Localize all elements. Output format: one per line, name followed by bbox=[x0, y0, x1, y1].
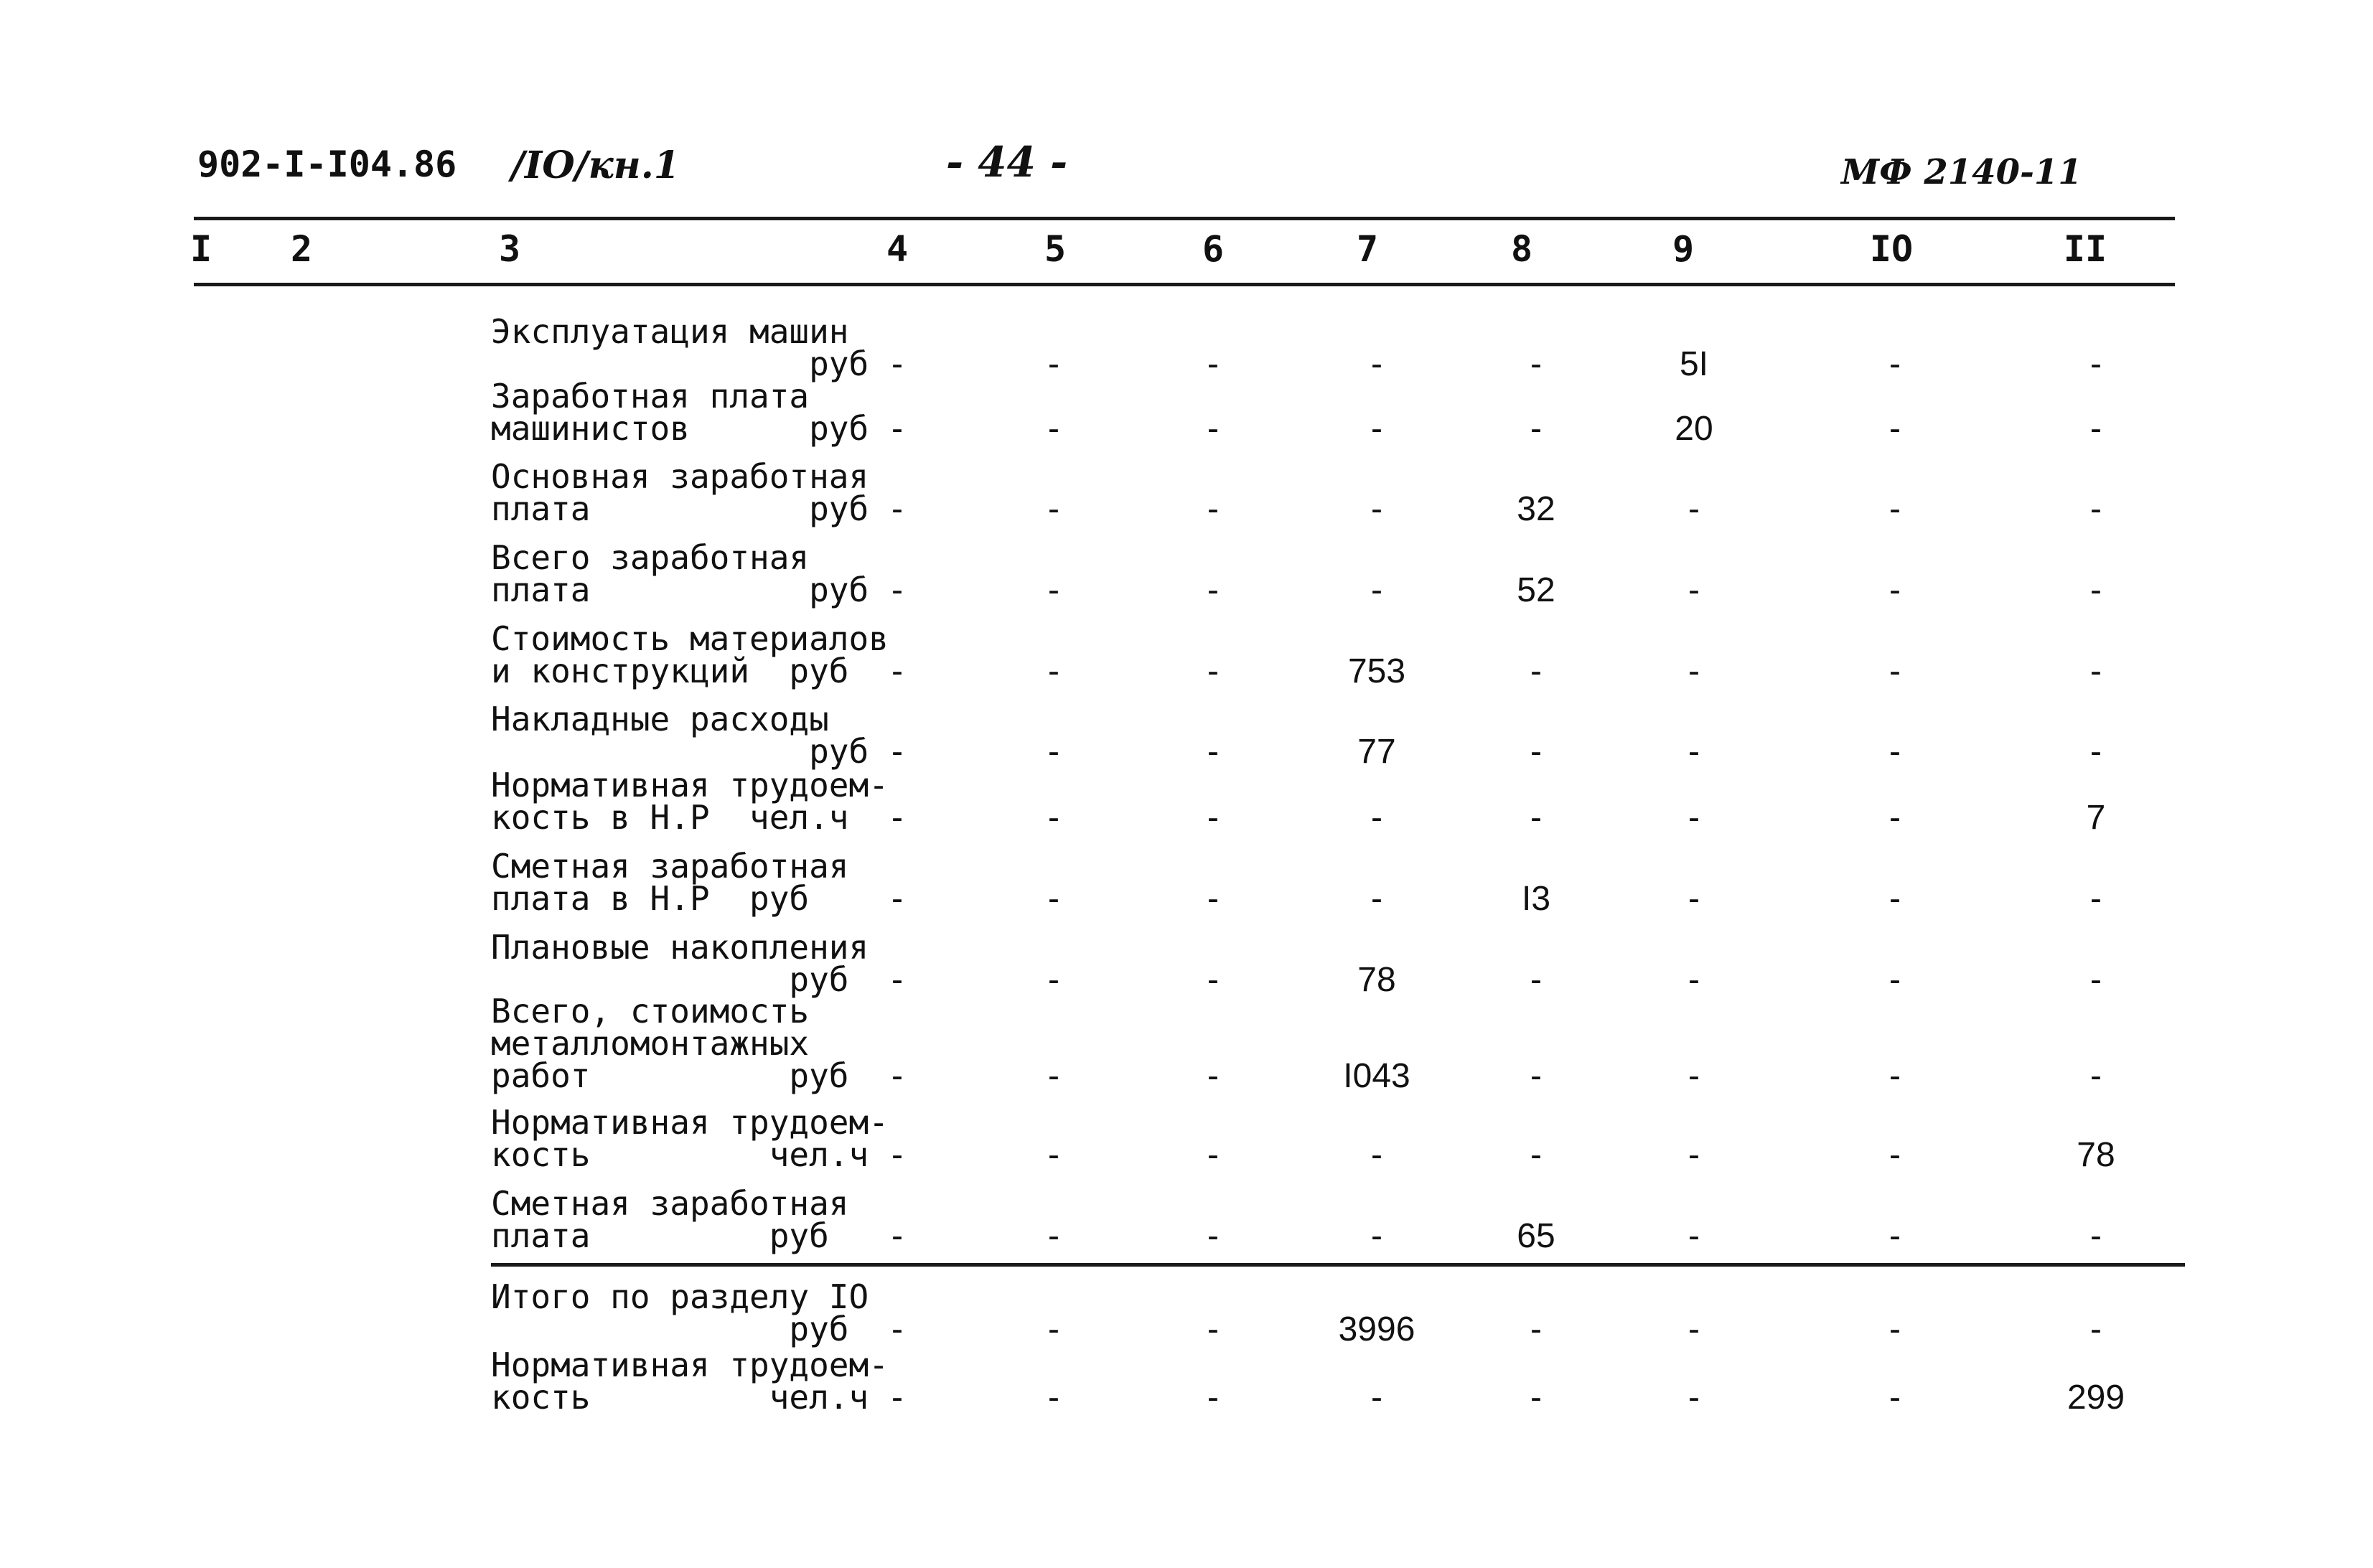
row-value-col-6: - bbox=[1207, 1136, 1219, 1174]
book-number: /IO/кн.1 bbox=[511, 144, 680, 187]
row-value-col-5: - bbox=[1048, 345, 1059, 383]
column-number: 4 bbox=[886, 228, 909, 270]
row-value-col-9: - bbox=[1688, 733, 1700, 771]
column-header-rule bbox=[194, 283, 2175, 286]
row-value-col-11: - bbox=[2090, 410, 2102, 448]
row-value-col-6: - bbox=[1207, 571, 1219, 609]
row-value-col-10: - bbox=[1889, 490, 1901, 528]
column-number: 6 bbox=[1202, 228, 1225, 270]
row-value-col-9: - bbox=[1688, 880, 1700, 918]
row-value-col-9: - bbox=[1688, 799, 1700, 837]
column-number: II bbox=[2063, 228, 2107, 270]
row-value-col-8: 32 bbox=[1517, 490, 1555, 528]
row-value-col-4: - bbox=[891, 799, 903, 837]
row-value-col-10: - bbox=[1889, 880, 1901, 918]
row-label: Нормативная трудоем- кость чел.ч bbox=[491, 1103, 889, 1174]
row-value-col-6: - bbox=[1207, 490, 1219, 528]
row-value-col-4: - bbox=[891, 345, 903, 383]
row-label: Нормативная трудоем- кость чел.ч bbox=[491, 1346, 889, 1417]
row-value-col-9: - bbox=[1688, 1057, 1700, 1095]
row-value-col-10: - bbox=[1889, 1057, 1901, 1095]
row-value-col-5: - bbox=[1048, 410, 1059, 448]
row-label: Нормативная трудоем- кость в Н.Р чел.ч bbox=[491, 766, 889, 837]
row-value-col-7: - bbox=[1371, 410, 1382, 448]
row-label: Плановые накопления руб bbox=[491, 928, 869, 999]
row-value-col-11: - bbox=[2090, 345, 2102, 383]
row-value-col-8: - bbox=[1530, 1379, 1542, 1417]
row-value-col-6: - bbox=[1207, 410, 1219, 448]
row-value-col-10: - bbox=[1889, 733, 1901, 771]
page-number: - 44 - bbox=[946, 138, 1068, 187]
row-value-col-4: - bbox=[891, 571, 903, 609]
row-value-col-5: - bbox=[1048, 490, 1059, 528]
document-code: 902-I-I04.86 bbox=[197, 144, 457, 185]
row-value-col-7: - bbox=[1371, 345, 1382, 383]
row-value-col-9: - bbox=[1688, 571, 1700, 609]
row-value-col-4: - bbox=[891, 1217, 903, 1255]
row-value-col-9: - bbox=[1688, 652, 1700, 690]
row-value-col-6: - bbox=[1207, 1379, 1219, 1417]
column-number: 7 bbox=[1356, 228, 1379, 270]
row-value-col-6: - bbox=[1207, 1217, 1219, 1255]
row-value-col-4: - bbox=[891, 961, 903, 999]
row-label: Эксплуатация машин руб bbox=[491, 312, 869, 383]
row-value-col-7: I043 bbox=[1343, 1057, 1410, 1095]
row-value-col-4: - bbox=[891, 880, 903, 918]
row-value-col-5: - bbox=[1048, 1310, 1059, 1348]
row-value-col-4: - bbox=[891, 1379, 903, 1417]
row-value-col-10: - bbox=[1889, 799, 1901, 837]
row-value-col-5: - bbox=[1048, 961, 1059, 999]
row-value-col-8: 65 bbox=[1517, 1217, 1555, 1255]
row-value-col-7: 3996 bbox=[1338, 1310, 1415, 1348]
row-value-col-5: - bbox=[1048, 1379, 1059, 1417]
row-value-col-10: - bbox=[1889, 1136, 1901, 1174]
column-number: 5 bbox=[1044, 228, 1067, 270]
row-value-col-6: - bbox=[1207, 1310, 1219, 1348]
column-number: I bbox=[189, 228, 212, 270]
row-value-col-11: - bbox=[2090, 880, 2102, 918]
row-value-col-8: - bbox=[1530, 799, 1542, 837]
row-value-col-11: 299 bbox=[2067, 1379, 2125, 1417]
row-value-col-5: - bbox=[1048, 1217, 1059, 1255]
row-label: Накладные расходы руб bbox=[491, 700, 869, 771]
row-value-col-8: - bbox=[1530, 1057, 1542, 1095]
row-label: Всего заработная плата руб bbox=[491, 538, 869, 609]
row-value-col-11: - bbox=[2090, 1217, 2102, 1255]
row-value-col-8: - bbox=[1530, 345, 1542, 383]
row-value-col-10: - bbox=[1889, 961, 1901, 999]
row-value-col-11: - bbox=[2090, 733, 2102, 771]
row-value-col-4: - bbox=[891, 490, 903, 528]
row-value-col-8: - bbox=[1530, 652, 1542, 690]
row-value-col-10: - bbox=[1889, 410, 1901, 448]
column-number: 9 bbox=[1672, 228, 1695, 270]
row-value-col-8: - bbox=[1530, 1310, 1542, 1348]
row-value-col-8: - bbox=[1530, 961, 1542, 999]
row-value-col-5: - bbox=[1048, 1136, 1059, 1174]
row-value-col-7: 753 bbox=[1347, 652, 1406, 690]
column-number: 8 bbox=[1510, 228, 1533, 270]
row-value-col-10: - bbox=[1889, 1379, 1901, 1417]
row-value-col-11: 7 bbox=[2086, 799, 2106, 837]
row-label: Сметная заработная плата руб bbox=[491, 1184, 849, 1255]
row-value-col-5: - bbox=[1048, 571, 1059, 609]
row-label: Основная заработная плата руб bbox=[491, 457, 869, 528]
row-value-col-7: - bbox=[1371, 571, 1382, 609]
row-value-col-6: - bbox=[1207, 880, 1219, 918]
row-value-col-8: 52 bbox=[1517, 571, 1555, 609]
row-value-col-9: - bbox=[1688, 1310, 1700, 1348]
row-value-col-11: - bbox=[2090, 1310, 2102, 1348]
row-value-col-9: - bbox=[1688, 1379, 1700, 1417]
row-value-col-7: - bbox=[1371, 1379, 1382, 1417]
row-label: Всего, стоимость металломонтажных работ руб bbox=[491, 992, 849, 1095]
row-value-col-5: - bbox=[1048, 799, 1059, 837]
row-value-col-4: - bbox=[891, 410, 903, 448]
row-value-col-6: - bbox=[1207, 345, 1219, 383]
column-number: IO bbox=[1869, 228, 1914, 270]
row-value-col-7: 77 bbox=[1357, 733, 1396, 771]
row-value-col-10: - bbox=[1889, 345, 1901, 383]
column-number: 2 bbox=[290, 228, 313, 270]
row-label: Заработная плата машинистов руб bbox=[491, 377, 869, 448]
row-value-col-9: 5I bbox=[1679, 345, 1709, 383]
row-value-col-8: I3 bbox=[1521, 880, 1551, 918]
row-value-col-4: - bbox=[891, 1136, 903, 1174]
row-label: Итого по разделу IO руб bbox=[491, 1277, 869, 1348]
row-value-col-4: - bbox=[891, 1310, 903, 1348]
row-label: Стоимость материалов и конструкций руб bbox=[491, 619, 889, 690]
row-value-col-7: 78 bbox=[1357, 961, 1396, 999]
column-number: 3 bbox=[499, 228, 521, 270]
row-value-col-10: - bbox=[1889, 652, 1901, 690]
row-value-col-11: - bbox=[2090, 571, 2102, 609]
row-value-col-9: - bbox=[1688, 1136, 1700, 1174]
top-rule bbox=[194, 217, 2175, 220]
row-value-col-7: - bbox=[1371, 1136, 1382, 1174]
row-value-col-6: - bbox=[1207, 652, 1219, 690]
row-value-col-6: - bbox=[1207, 1057, 1219, 1095]
row-value-col-9: - bbox=[1688, 1217, 1700, 1255]
row-value-col-5: - bbox=[1048, 733, 1059, 771]
row-value-col-11: - bbox=[2090, 1057, 2102, 1095]
row-value-col-10: - bbox=[1889, 1217, 1901, 1255]
row-value-col-7: - bbox=[1371, 490, 1382, 528]
row-value-col-7: - bbox=[1371, 880, 1382, 918]
row-value-col-4: - bbox=[891, 733, 903, 771]
row-value-col-11: - bbox=[2090, 490, 2102, 528]
row-value-col-5: - bbox=[1048, 1057, 1059, 1095]
row-value-col-9: - bbox=[1688, 961, 1700, 999]
totals-rule bbox=[491, 1263, 2185, 1267]
archive-number: МФ 2140-11 bbox=[1841, 152, 2082, 192]
row-value-col-9: 20 bbox=[1675, 410, 1713, 448]
row-label: Сметная заработная плата в Н.Р руб bbox=[491, 847, 849, 918]
row-value-col-6: - bbox=[1207, 733, 1219, 771]
row-value-col-6: - bbox=[1207, 799, 1219, 837]
row-value-col-11: - bbox=[2090, 652, 2102, 690]
row-value-col-9: - bbox=[1688, 490, 1700, 528]
row-value-col-8: - bbox=[1530, 1136, 1542, 1174]
row-value-col-7: - bbox=[1371, 1217, 1382, 1255]
row-value-col-10: - bbox=[1889, 1310, 1901, 1348]
row-value-col-4: - bbox=[891, 1057, 903, 1095]
row-value-col-5: - bbox=[1048, 652, 1059, 690]
row-value-col-4: - bbox=[891, 652, 903, 690]
row-value-col-7: - bbox=[1371, 799, 1382, 837]
row-value-col-8: - bbox=[1530, 733, 1542, 771]
row-value-col-8: - bbox=[1530, 410, 1542, 448]
row-value-col-10: - bbox=[1889, 571, 1901, 609]
row-value-col-11: 78 bbox=[2077, 1136, 2115, 1174]
row-value-col-6: - bbox=[1207, 961, 1219, 999]
row-value-col-11: - bbox=[2090, 961, 2102, 999]
row-value-col-5: - bbox=[1048, 880, 1059, 918]
